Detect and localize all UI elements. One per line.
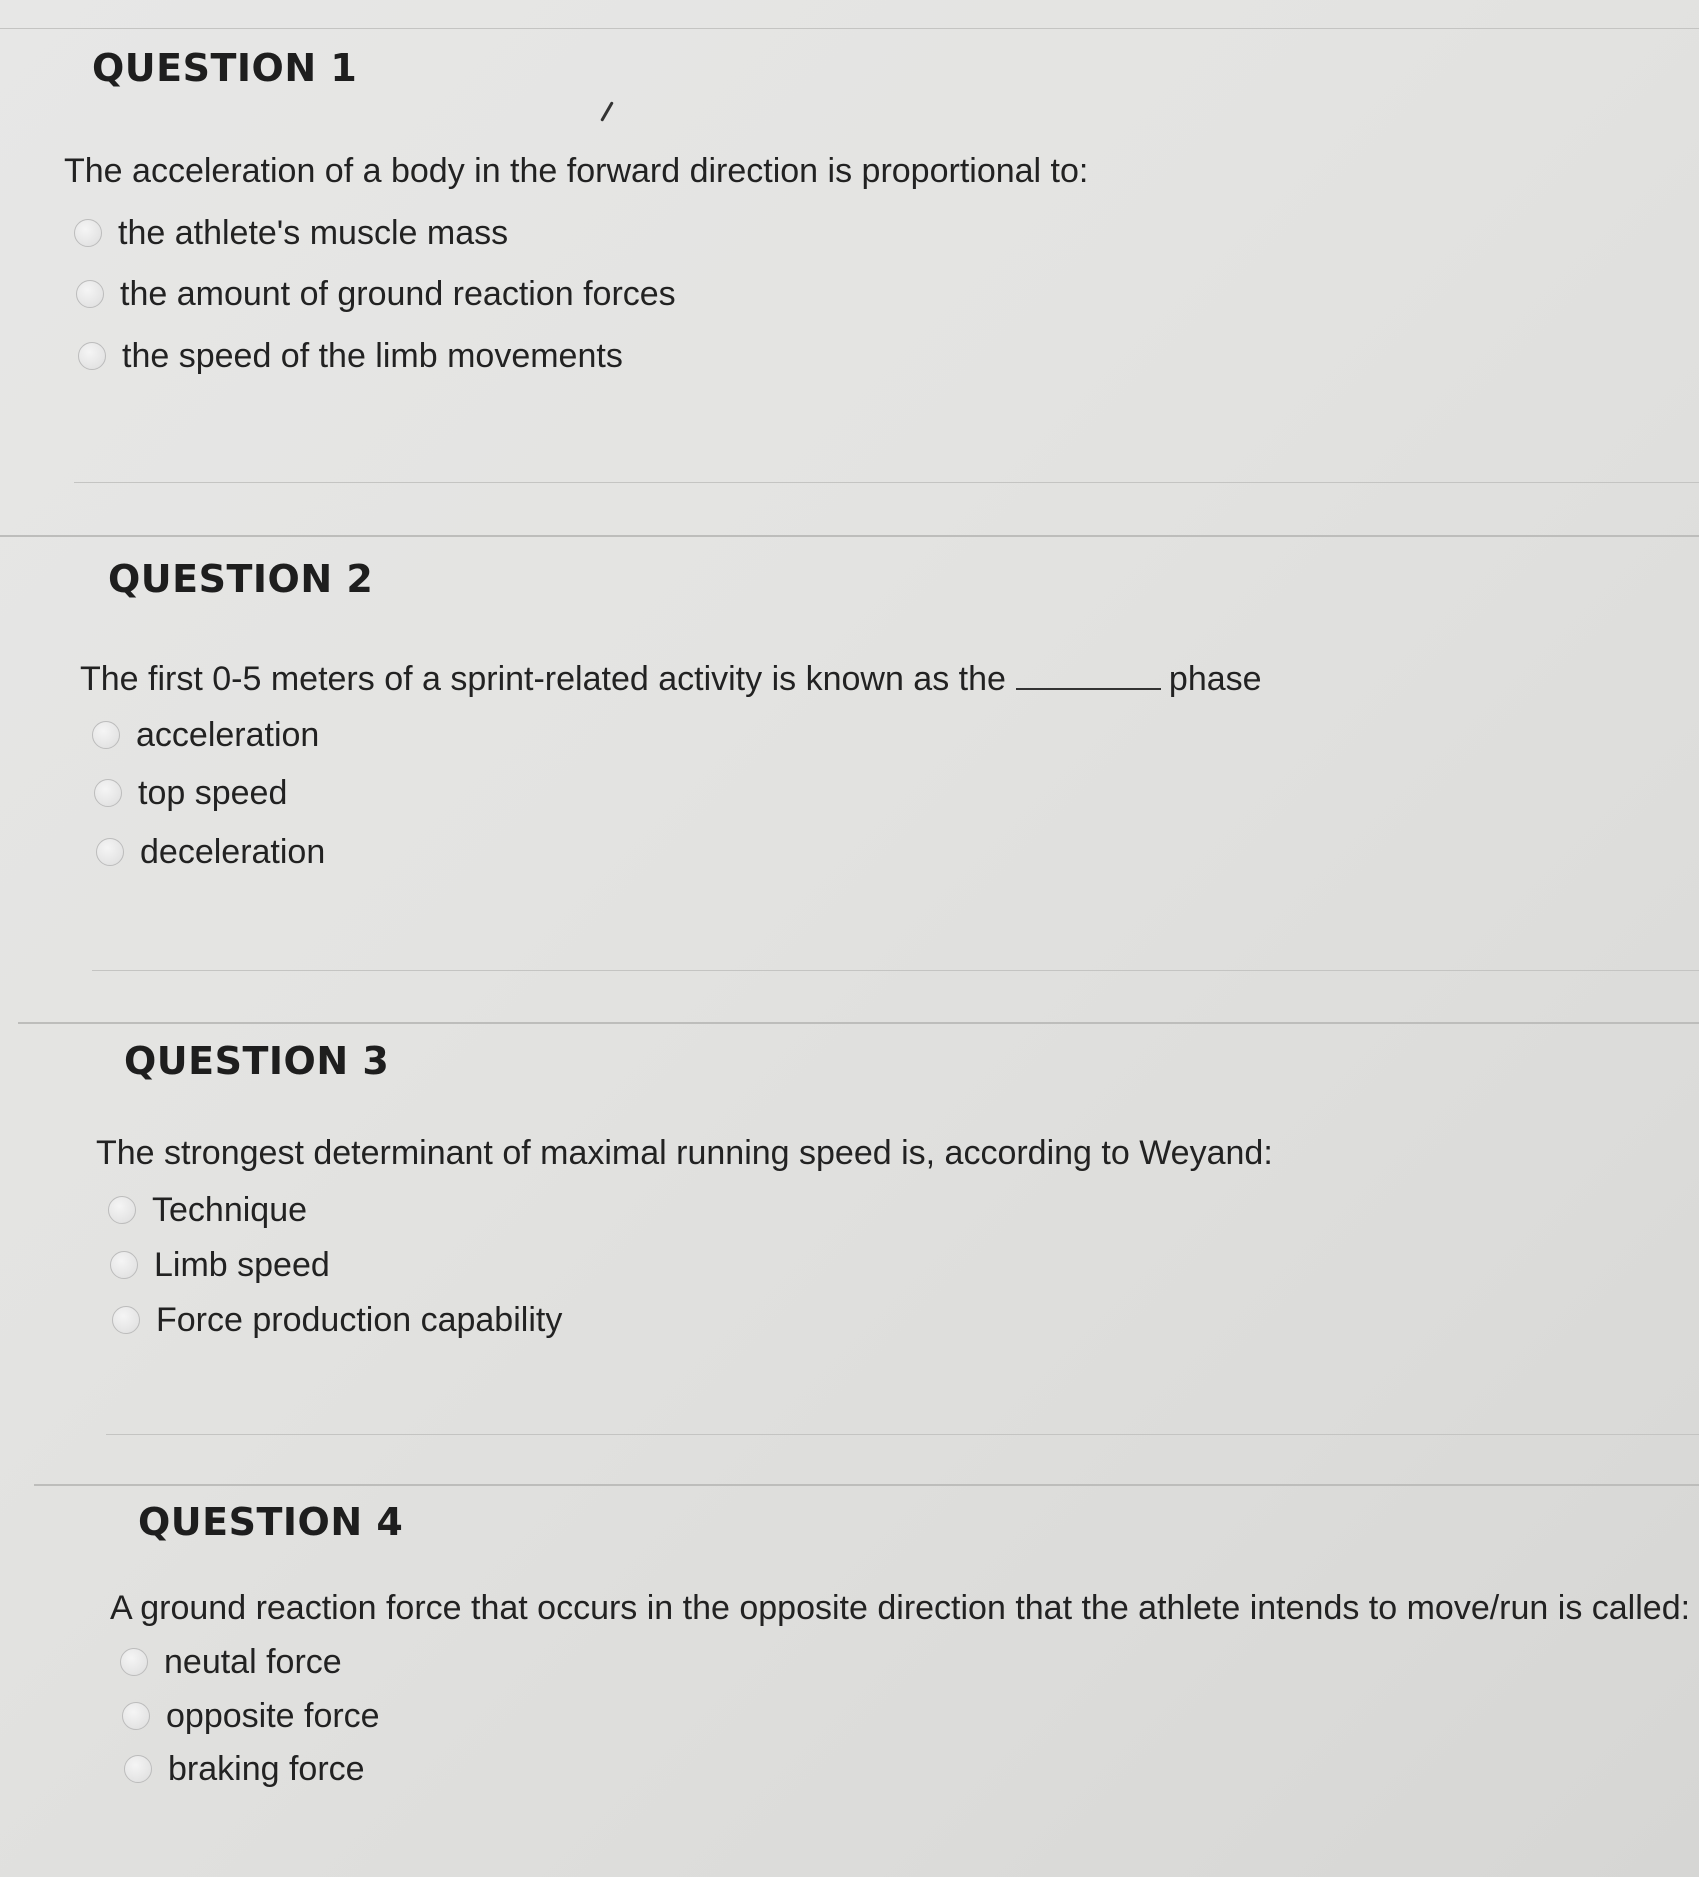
radio-button[interactable] (78, 342, 106, 370)
radio-button[interactable] (92, 721, 120, 749)
pen-mark (600, 101, 614, 122)
question-4-prompt: A ground reaction force that occurs in the opposite direction that the athlete intends to move/run is called: (110, 1589, 1691, 1627)
option-label: the amount of ground reaction forces (120, 274, 676, 313)
option-label: top speed (138, 773, 288, 812)
option-label: Limb speed (154, 1245, 330, 1284)
section-divider-2 (18, 1022, 1699, 1024)
radio-button[interactable] (110, 1251, 138, 1279)
question-1-option-3[interactable] (78, 334, 623, 378)
question-4-option-3[interactable] (124, 1747, 365, 1791)
option-label: deceleration (140, 832, 326, 871)
radio-button[interactable] (124, 1755, 152, 1783)
question-2-prompt-start: The first 0-5 meters of a sprint-related activity is known as the (80, 660, 1006, 698)
question-3-option-3[interactable] (112, 1298, 562, 1342)
question-3-option-2[interactable] (110, 1243, 330, 1287)
question-2-option-2[interactable] (94, 771, 287, 815)
radio-button[interactable] (112, 1306, 140, 1334)
option-label: opposite force (166, 1696, 380, 1735)
question-1-prompt: The acceleration of a body in the forward direction is proportional to: (64, 152, 1089, 190)
question-3-bottom-divider (106, 1434, 1699, 1435)
radio-button[interactable] (74, 219, 102, 247)
question-4-heading: QUESTION 4 (138, 1500, 404, 1544)
option-label: the athlete's muscle mass (118, 213, 509, 252)
option-label: Force production capability (156, 1300, 563, 1339)
section-divider-3 (34, 1484, 1699, 1486)
radio-button[interactable] (96, 838, 124, 866)
option-label: acceleration (136, 715, 320, 754)
question-2-heading: QUESTION 2 (108, 557, 374, 601)
radio-button[interactable] (94, 779, 122, 807)
radio-button[interactable] (122, 1702, 150, 1730)
option-label: braking force (168, 1749, 365, 1788)
question-4-option-2[interactable] (122, 1694, 380, 1738)
fill-in-blank (1016, 688, 1161, 690)
question-3-heading: QUESTION 3 (124, 1039, 390, 1083)
question-1-option-1[interactable] (74, 211, 508, 255)
question-3-prompt: The strongest determinant of maximal running speed is, according to Weyand: (96, 1134, 1273, 1172)
radio-button[interactable] (108, 1196, 136, 1224)
top-border (0, 28, 1699, 29)
question-2-prompt (80, 660, 1262, 699)
question-1-bottom-divider (74, 482, 1699, 483)
question-2-option-3[interactable] (96, 830, 325, 874)
radio-button[interactable] (76, 280, 104, 308)
option-label: neutal force (164, 1642, 342, 1681)
question-2-option-1[interactable] (92, 713, 319, 757)
option-label: the speed of the limb movements (122, 336, 623, 375)
question-2-prompt-end: phase (1168, 660, 1262, 698)
section-divider-1 (0, 535, 1699, 537)
question-3-option-1[interactable] (108, 1188, 307, 1232)
question-1-option-2[interactable] (76, 272, 676, 316)
question-4-option-1[interactable] (120, 1640, 342, 1684)
radio-button[interactable] (120, 1648, 148, 1676)
question-1-heading: QUESTION 1 (92, 46, 358, 90)
option-label: Technique (152, 1190, 308, 1229)
question-2-bottom-divider (92, 970, 1699, 971)
